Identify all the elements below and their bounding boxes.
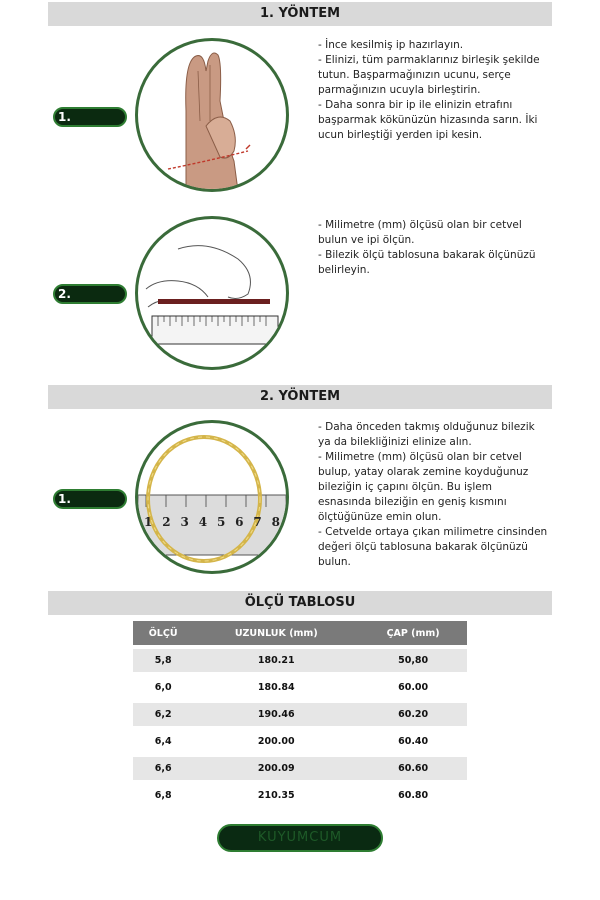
ruler-number: 5 (216, 515, 226, 529)
method1-step1-badge (53, 107, 127, 127)
length-cell: 200.00 (257, 736, 295, 747)
diameter-cell: 60.40 (398, 736, 429, 747)
step-line: - Milimetre (mm) ölçüsü olan bir cetvel bulun ve ipi ölçün. (318, 219, 522, 246)
ruler-number: 8 (271, 515, 280, 529)
column-header: ÖLÇÜ (133, 621, 193, 645)
ruler-number: 2 (162, 515, 171, 529)
diameter-cell: 60.20 (359, 703, 467, 726)
badge-number: 2. (58, 287, 71, 301)
ruler-number: 3 (180, 515, 189, 529)
table-row (133, 757, 467, 780)
step-line: - Daha sonra bir ip ile elinizin etrafını başparmak kökünüzün hizasında sarın. İki ucun birleştiği yerden ipi kesin. (318, 99, 538, 141)
ruler-number: 7 (253, 515, 262, 529)
column-header: ÇAP (mm) (359, 621, 467, 645)
ruler-icon (138, 219, 286, 367)
bangle-icon (138, 423, 286, 571)
step-line: - Bilezik ölçü tablosuna bakarak ölçünüzü belirleyin. (318, 249, 536, 276)
size-cell: 5,8 (133, 649, 193, 672)
length-cell: 180.21 (193, 649, 359, 672)
table-row (133, 649, 467, 672)
size-cell: 6,2 (133, 703, 193, 726)
method2-title: 2. YÖNTEM (259, 389, 341, 404)
table-row (133, 676, 467, 699)
ruler-number: 1 (144, 515, 153, 529)
method1-title: 1. YÖNTEM (259, 6, 341, 21)
diameter-cell: 60.80 (398, 790, 429, 801)
hand-illustration (135, 38, 289, 192)
column-header: UZUNLUK (mm) (193, 621, 359, 645)
hand-icon (138, 41, 286, 189)
method2-step1-badge (53, 489, 127, 509)
step-line: - Cetvelde ortaya çıkan milimetre cinsinden değeri ölçü tablosuna bakarak ölçünüzü bulun. (318, 526, 548, 568)
size-cell: 6,4 (154, 736, 172, 747)
table-row (133, 730, 467, 753)
ruler-numbers (144, 515, 280, 529)
size-table-header-row (133, 621, 467, 645)
length-cell: 190.46 (193, 703, 359, 726)
method1-step2-text (318, 218, 548, 278)
kuyumcum-button-label: KUYUMCUM (257, 830, 343, 845)
size-table-title: ÖLÇÜ TABLOSU (244, 595, 356, 610)
ruler-number: 4 (198, 515, 208, 529)
size-cell: 6,8 (154, 790, 172, 801)
diameter-cell: 60.60 (359, 757, 467, 780)
length-cell: 200.09 (193, 757, 359, 780)
ruler-illustration (135, 216, 289, 370)
badge-number: 1. (58, 492, 71, 506)
ruler-number: 6 (235, 515, 244, 529)
size-table (133, 617, 467, 811)
step-line: - İnce kesilmiş ip hazırlayın. (318, 39, 464, 51)
diameter-cell: 50,80 (359, 649, 467, 672)
badge-number: 1. (58, 110, 71, 124)
step-line: - Daha önceden takmış olduğunuz bilezik ya da bilekliğinizi elinize alın. (318, 421, 535, 448)
size-cell: 6,6 (133, 757, 193, 780)
diameter-cell: 60.00 (398, 682, 429, 693)
size-cell: 6,0 (154, 682, 172, 693)
table-row (133, 703, 467, 726)
size-table-title-bar (48, 591, 552, 615)
table-row (133, 784, 467, 807)
length-cell: 210.35 (257, 790, 295, 801)
kuyumcum-button[interactable] (217, 824, 383, 852)
method2-step1-text (318, 420, 548, 570)
step-line: - Elinizi, tüm parmaklarınız birleşik şekilde tutun. Başparmağınızın ucunu, serçe parmağınızın ucuyla birleştirin. (318, 54, 540, 96)
method2-title-bar (48, 385, 552, 409)
step-line: - Milimetre (mm) ölçüsü olan bir cetvel bulup, yatay olarak zemine koyduğunuz bileziğin iç çapını ölçün. Bu işlem esnasında bileziğin en geniş kısmını ölçtüğünüze emin olun. (318, 451, 529, 523)
method1-title-bar (48, 2, 552, 26)
method1-step2-badge (53, 284, 127, 304)
bangle-illustration (135, 420, 289, 574)
method1-step1-text (318, 38, 548, 143)
length-cell: 180.84 (257, 682, 295, 693)
